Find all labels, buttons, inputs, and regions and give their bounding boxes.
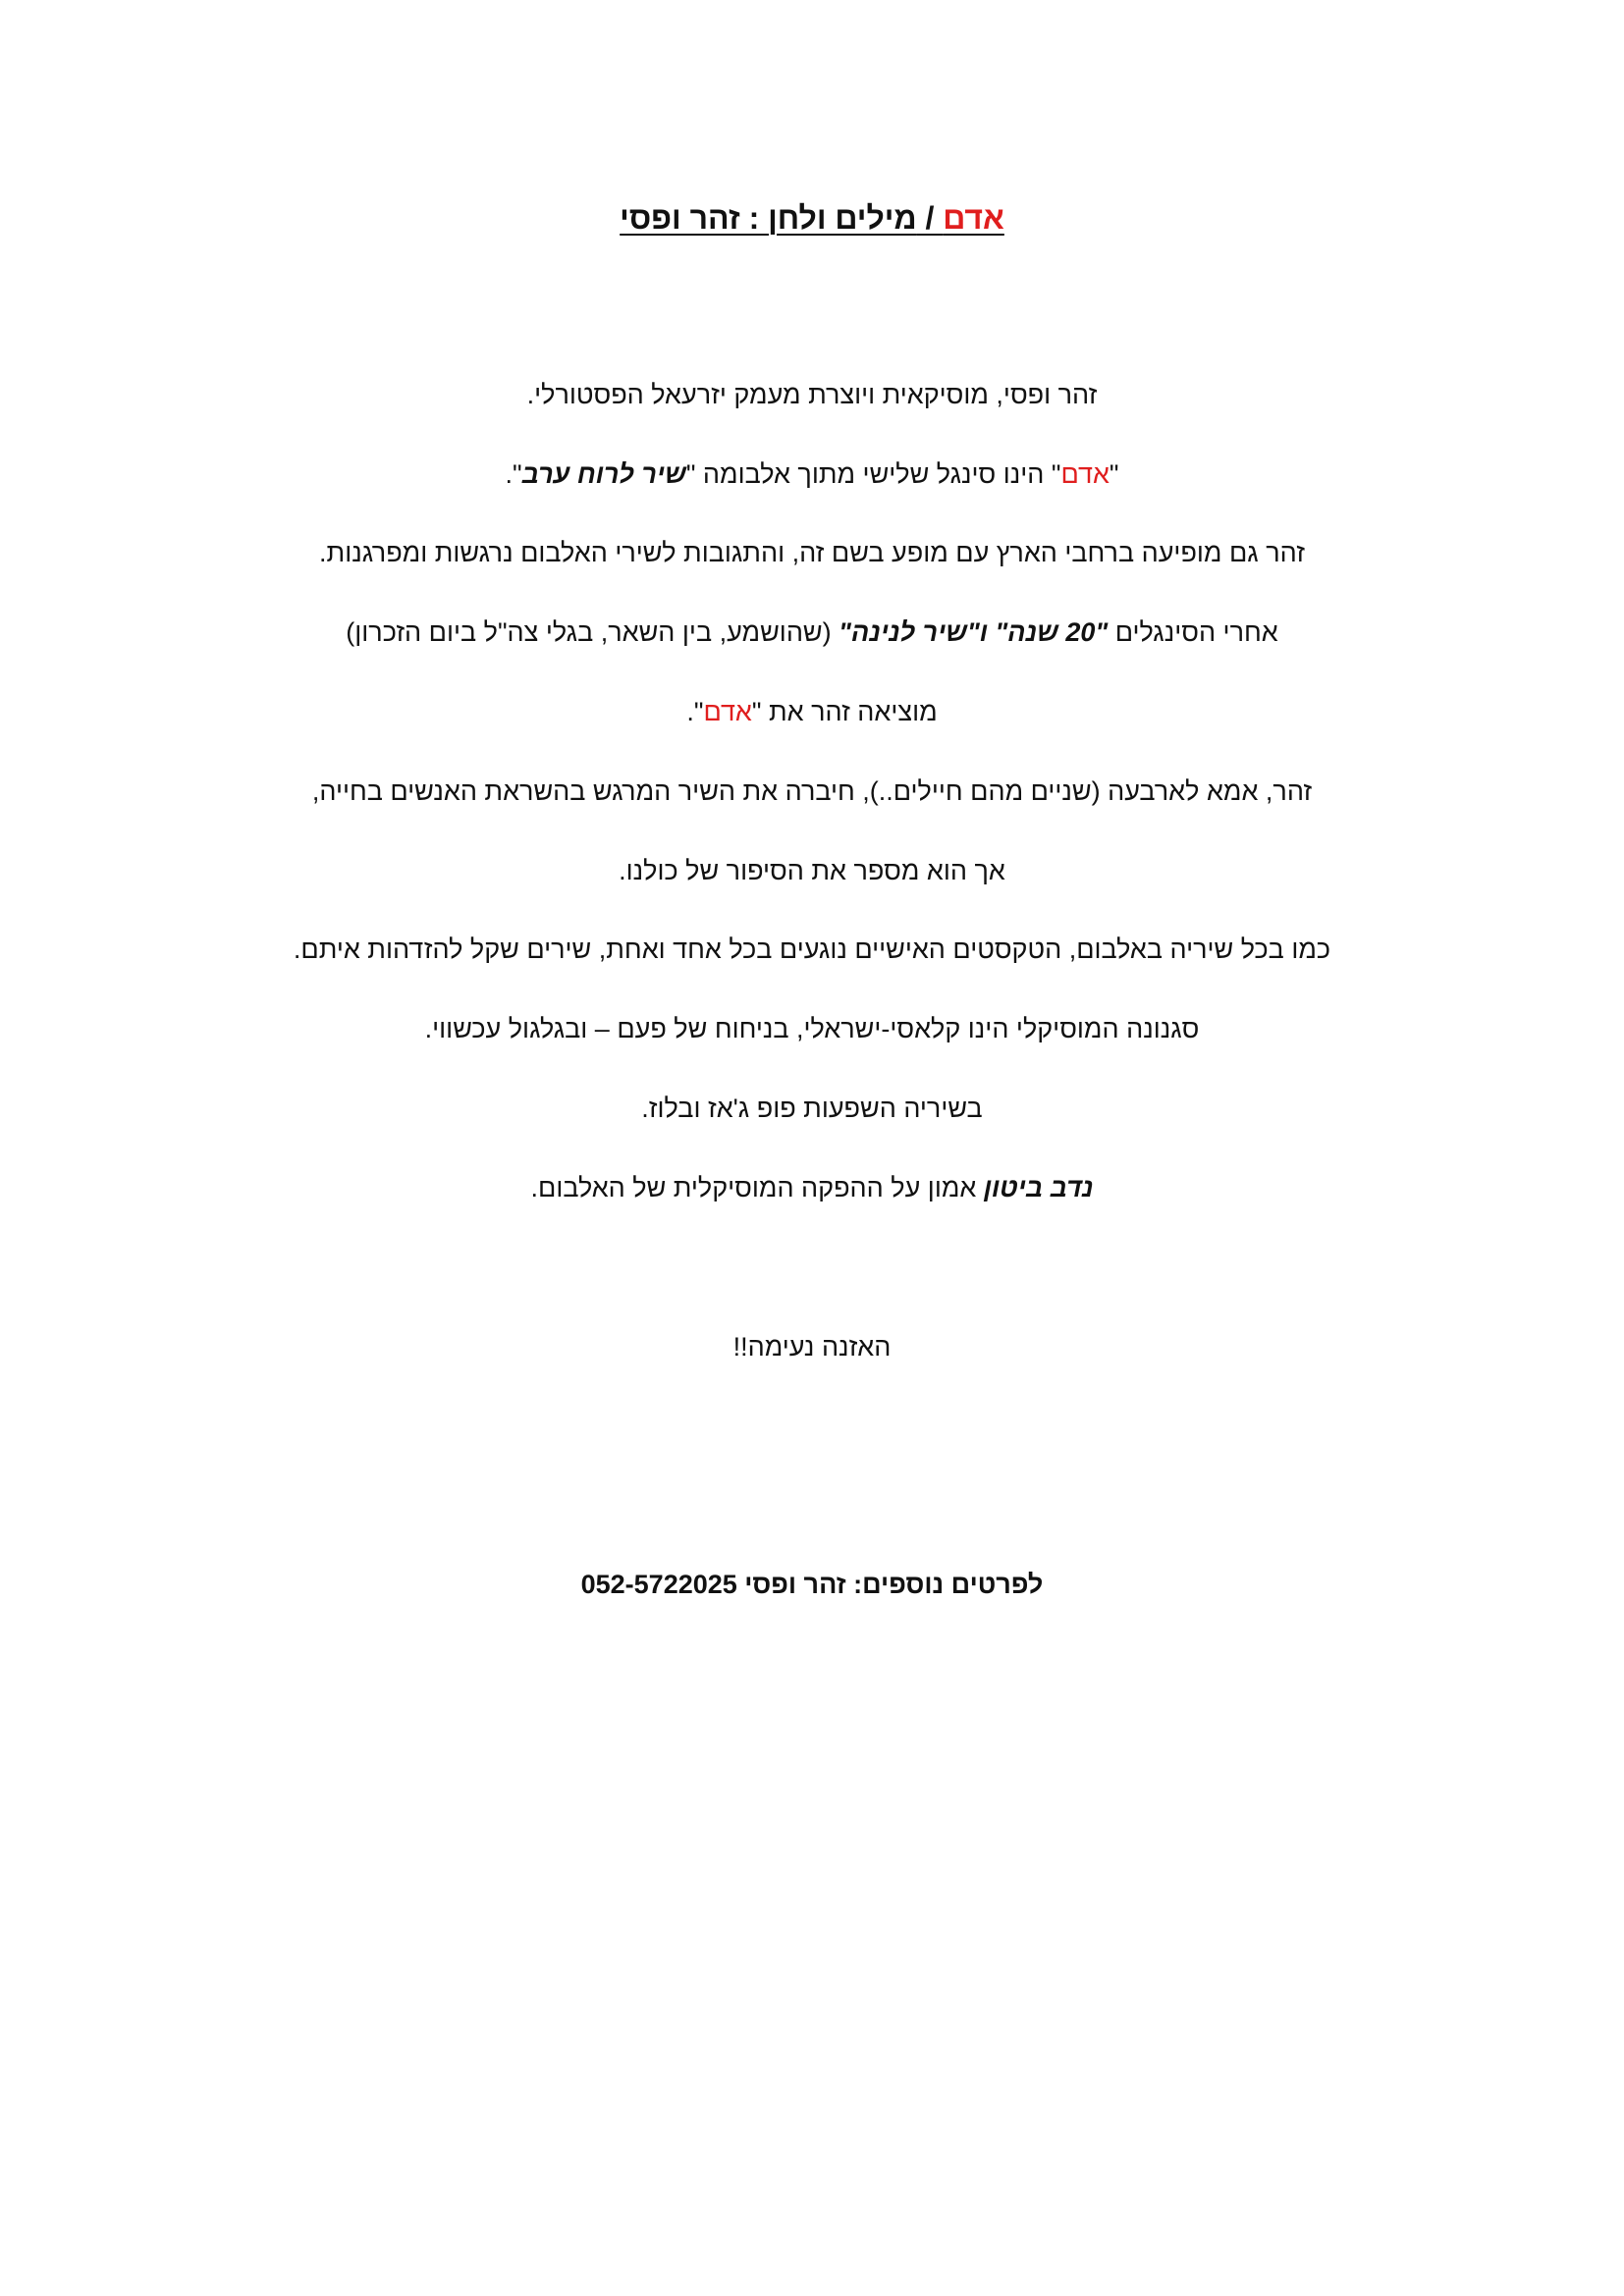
title-song-name: אדם (943, 200, 1004, 236)
previous-singles-start: אחרי הסינגלים (1108, 617, 1278, 647)
release-end: ". (686, 697, 704, 726)
release-start: מוציאה זהר את " (751, 697, 938, 726)
paragraph-producer (0, 1171, 1624, 1204)
paragraph-release (0, 695, 1624, 728)
paragraph-style: סגנונה המוסיקלי הינו קלאסי-ישראלי, בניחוח של פעם – ובגלגול עכשווי. (424, 1014, 1200, 1043)
previous-singles-names: "20 שנה" ו"שיר לנינה" (839, 617, 1109, 647)
paragraph-influences: בשיריה השפעות פופ ג'אז ובלוז. (641, 1094, 983, 1123)
producer-name: נדב ביטון (983, 1173, 1094, 1202)
quote-open: " (1109, 459, 1119, 489)
paragraph-single-info (0, 457, 1624, 491)
paragraph-previous-singles (0, 615, 1624, 649)
album-name: שיר לרוח ערב (521, 459, 686, 489)
paragraph-mother: זהר, אמא לארבעה (שניים מהם חיילים..), חיברה את השיר המרגש בהשראת האנשים בחייה, (311, 776, 1313, 806)
title-credit: מילים ולחן : זהר ופסי (620, 200, 917, 236)
page-title (0, 201, 1624, 235)
release-song-name: אדם (703, 697, 752, 726)
previous-singles-end: (שהושמע, בין השאר, בגלי צה"ל ביום הזכרון) (346, 617, 839, 647)
title-separator: / (916, 200, 944, 236)
producer-text: אמון על ההפקה המוסיקלית של האלבום. (530, 1173, 984, 1202)
closing-line: האזנה נעימה!! (732, 1332, 892, 1362)
paragraph-album-texts: כמו בכל שיריה באלבום, הטקסטים האישיים נוגעים בכל אחד ואחת, שירים שקל להזדהות איתם. (293, 934, 1331, 964)
contact-line: לפרטים נוספים: זהר ופסי 052-5722025 (580, 1570, 1044, 1599)
single-info-end: ". (505, 459, 522, 489)
paragraph-story: אך הוא מספר את הסיפור של כולנו. (619, 856, 1005, 885)
song-name-inline: אדם (1060, 459, 1110, 489)
paragraph-performances: זהר גם מופיעה ברחבי הארץ עם מופע בשם זה, והתגובות לשירי האלבום נרגשות ומפרגנות. (319, 538, 1305, 567)
single-info-text: " הינו סינגל שלישי מתוך אלבומה " (685, 459, 1061, 489)
paragraph-intro: זהר ופסי, מוסיקאית ויוצרת מעמק יזרעאל הפסטורלי. (526, 380, 1098, 409)
